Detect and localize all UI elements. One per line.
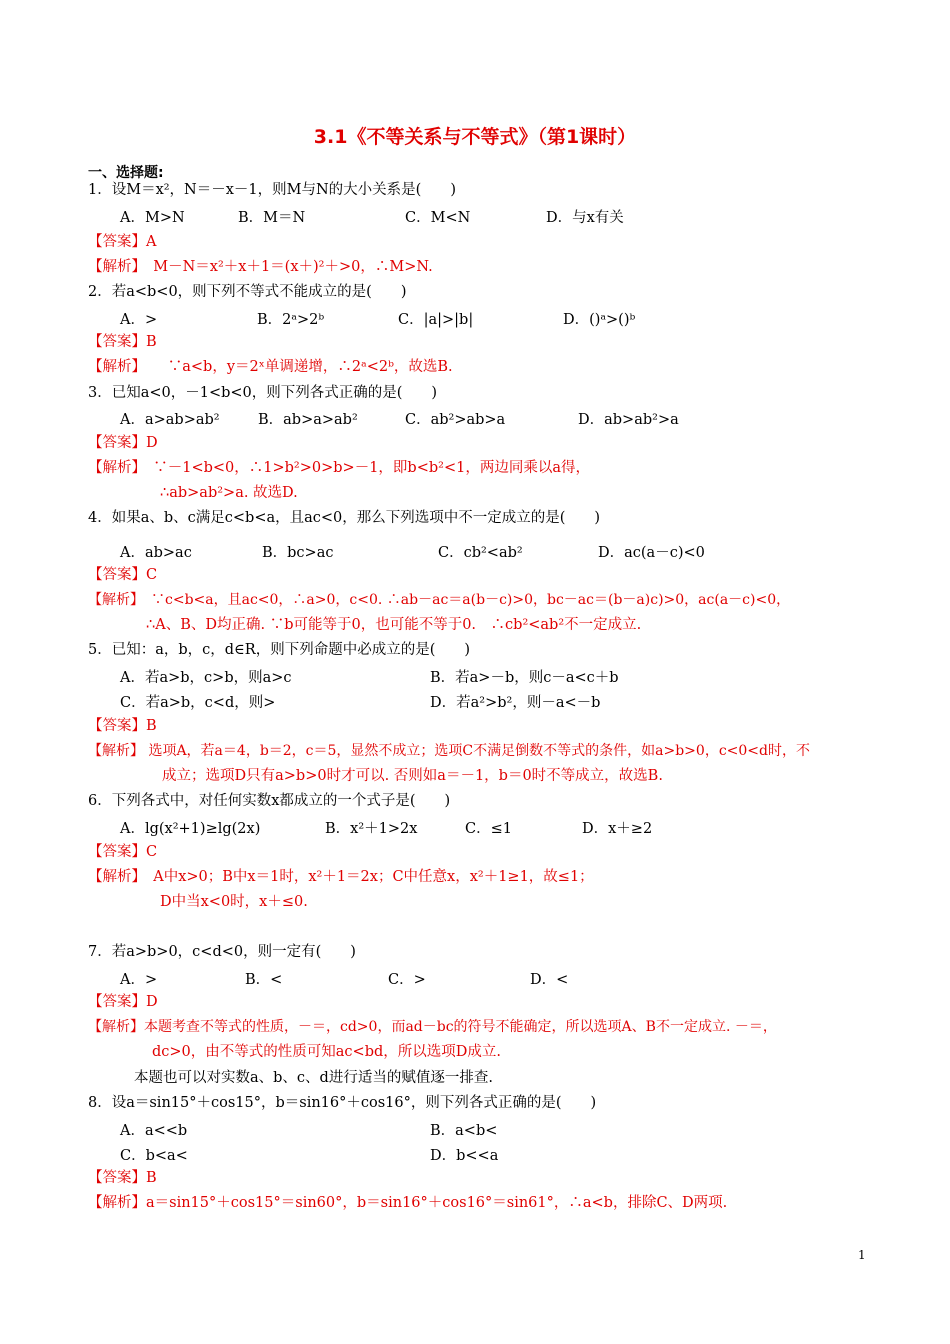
q2-answer: 【答案】B <box>88 334 157 350</box>
q8-analysis: 【解析】a＝sin15°＋cos15°＝sin60°，b＝sin16°＋cos16°＝sin61°，∴a<b，排除C、D两项. <box>88 1195 728 1211</box>
q2-stem: 2．若a<b<0，则下列不等式不能成立的是( ) <box>88 284 407 300</box>
q5-answer: 【答案】B <box>88 718 157 734</box>
q7-option-a: A．> <box>120 972 158 988</box>
q4-analysis-line2: ∴A、B、D均正确. ∵b可能等于0，也可能不等于0. ∴cb²<ab²不一定成立. <box>146 617 642 633</box>
q8-option-d: D．b<<a <box>430 1148 499 1164</box>
q6-option-b: B．x²＋1>2x <box>325 821 418 837</box>
q4-analysis-line1: 【解析】 ∵c<b<a，且ac<0，∴a>0，c<0. ∴ab－ac＝a(b－c)>0，bc－ac＝(b－a)c)>0，ac(a－c)<0， <box>88 592 791 608</box>
q7-analysis-line1: 【解析】本题考查不等式的性质，－＝，cd>0，而ad－bc的符号不能确定，所以选项A、B不一定成立. －＝， <box>88 1019 777 1035</box>
q6-stem: 6．下列各式中，对任何实数x都成立的一个式子是( ) <box>88 793 451 809</box>
q5-stem: 5．已知：a，b，c，d∈R，则下列命题中必成立的是( ) <box>88 642 471 658</box>
q4-option-a: A．ab>ac <box>120 545 192 561</box>
q8-option-a: A．a<<b <box>120 1123 188 1139</box>
q5-analysis-line2: 成立；选项D只有a>b>0时才可以. 否则如a＝－1，b＝0时不等成立，故选B. <box>162 768 663 784</box>
q1-answer: 【答案】A <box>88 234 157 250</box>
q2-option-a: A．> <box>120 312 158 328</box>
q1-option-a: A．M>N <box>120 210 185 226</box>
q4-option-d: D．ac(a－c)<0 <box>598 545 705 561</box>
q4-answer: 【答案】C <box>88 567 158 583</box>
q6-option-a: A．lg(x²+1)≥lg(2x) <box>120 821 261 837</box>
q1-option-b: B．M＝N <box>238 210 306 226</box>
q1-option-d: D．与x有关 <box>546 210 624 226</box>
q1-option-c: C．M<N <box>405 210 471 226</box>
q3-option-a: A．a>ab>ab² <box>120 412 220 428</box>
q3-option-d: D．ab>ab²>a <box>578 412 679 428</box>
q2-option-d: D．()ᵃ>()ᵇ <box>563 312 636 328</box>
q6-option-d: D．x＋≥2 <box>582 821 653 837</box>
q6-analysis-line1: 【解析】 A中x>0；B中x＝1时，x²＋1＝2x；C中任意x，x²＋1≥1，故≤1； <box>88 869 594 885</box>
q5-option-b: B．若a>－b，则c－a<c＋b <box>430 670 619 686</box>
q5-option-a: A．若a>b，c>b，则a>c <box>120 670 292 686</box>
q3-answer: 【答案】D <box>88 435 158 451</box>
q7-answer: 【答案】D <box>88 994 158 1010</box>
q8-stem: 8．设a＝sin15°＋cos15°，b＝sin16°＋cos16°，则下列各式正确的是( ) <box>88 1095 597 1111</box>
q3-option-b: B．ab>a>ab² <box>258 412 358 428</box>
q7-note: 本题也可以对实数a、b、c、d进行适当的赋值逐一排查. <box>134 1070 493 1086</box>
q8-option-b: B．a<b< <box>430 1123 498 1139</box>
q7-option-b: B．< <box>245 972 283 988</box>
q1-stem: 1．设M＝x²，N＝－x－1，则M与N的大小关系是( ) <box>88 182 456 198</box>
q1-analysis: 【解析】 M－N＝x²＋x＋1＝(x＋)²＋>0，∴M>N. <box>88 259 433 275</box>
q6-option-c: C．≤1 <box>465 821 512 837</box>
q5-option-c: C．若a>b，c<d，则> <box>120 695 276 711</box>
q6-answer: 【答案】C <box>88 844 158 860</box>
q7-option-d: D．< <box>530 972 569 988</box>
q4-stem: 4．如果a、b、c满足c<b<a，且ac<0，那么下列选项中不一定成立的是( ) <box>88 510 601 526</box>
section-heading: 一、选择题: <box>88 165 164 181</box>
q7-option-c: C．> <box>388 972 426 988</box>
q4-option-c: C．cb²<ab² <box>438 545 523 561</box>
q3-analysis-line1: 【解析】 ∵－1<b<0，∴1>b²>0>b>－1，即b<b²<1，两边同乘以a得， <box>88 460 590 476</box>
q5-option-d: D．若a²>b²，则－a<－b <box>430 695 601 711</box>
q4-option-b: B．bc>ac <box>262 545 334 561</box>
q3-stem: 3．已知a<0，－1<b<0，则下列各式正确的是( ) <box>88 385 438 401</box>
q8-answer: 【答案】B <box>88 1170 157 1186</box>
page-title: 3.1《不等关系与不等式》（第1课时） <box>313 126 637 148</box>
q7-stem: 7．若a>b>0，c<d<0，则一定有( ) <box>88 944 356 960</box>
q2-option-c: C．|a|>|b| <box>398 312 474 328</box>
page-number: 1 <box>858 1248 866 1262</box>
q8-option-c: C．b<a< <box>120 1148 188 1164</box>
q6-analysis-line2: D中当x<0时，x＋≤0. <box>160 894 308 910</box>
q7-analysis-line2: dc>0，由不等式的性质可知ac<bd，所以选项D成立. <box>152 1044 501 1060</box>
q5-analysis-line1: 【解析】 选项A，若a＝4，b＝2，c＝5，显然不成立；选项C不满足倒数不等式的条件，如a>b>0，c<0<d时，不 <box>88 743 810 759</box>
q2-option-b: B．2ᵃ>2ᵇ <box>257 312 325 328</box>
q3-analysis-line2: ∴ab>ab²>a. 故选D. <box>160 485 298 501</box>
q3-option-c: C．ab²>ab>a <box>405 412 506 428</box>
q2-analysis: 【解析】 ∵a<b，y＝2ˣ单调递增，∴2ᵃ<2ᵇ，故选B. <box>88 359 453 375</box>
